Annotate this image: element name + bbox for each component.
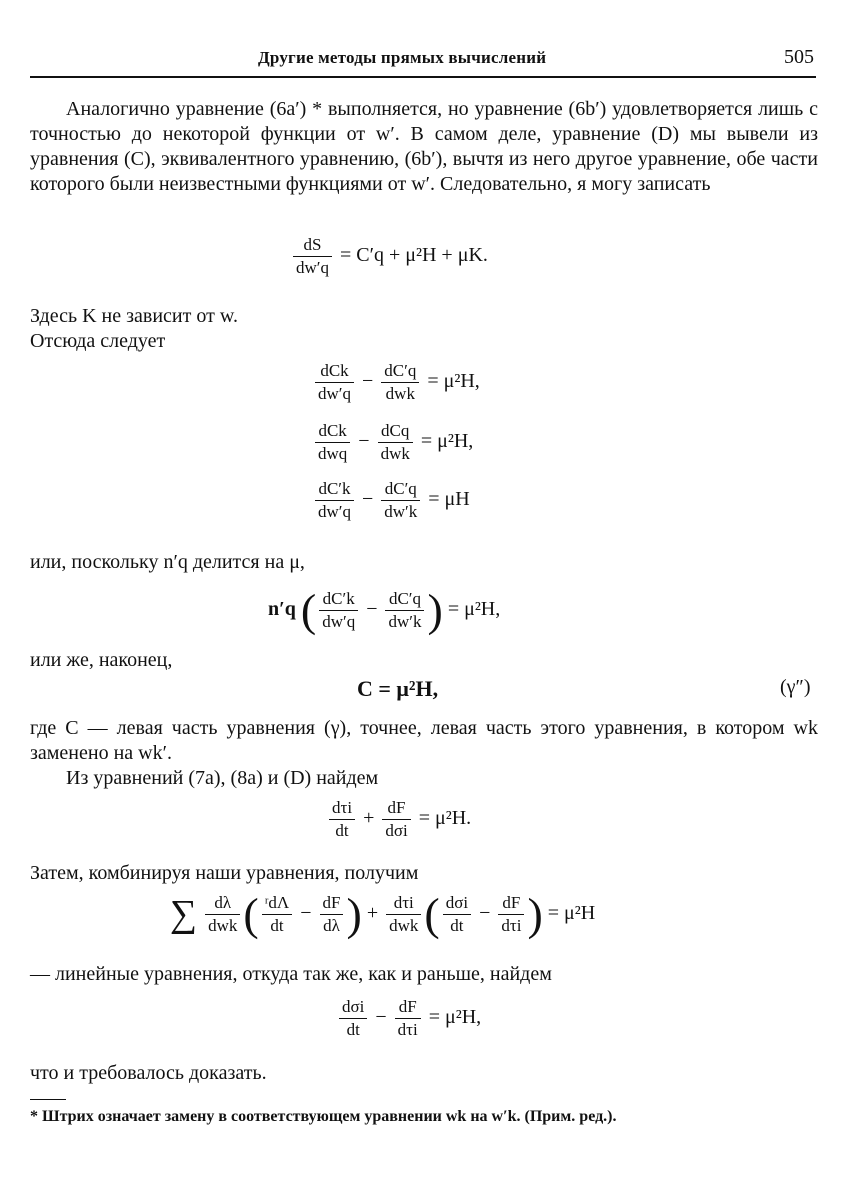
paragraph-combining: Затем, комбинируя наши уравнения, получим [30, 862, 419, 884]
equation-tau: $\frac{\text{dτi}}{dt}$ + $\frac{dF}{\text{dσi}}$ = μ²H. [326, 797, 471, 842]
equation-gamma: C = μ²H, [357, 676, 439, 701]
equation-nq: n′q ( $\frac{dC'k}{dw'q}$ − $\frac{dC'q}{dw'k}$ ) = μ²H, [268, 584, 501, 636]
page-header [30, 42, 816, 78]
equation-system-1: $\frac{\text{dCk}}{dw'q}$ − $\frac{dC'q}{\text{dwk}}$ = μ²H, [312, 360, 480, 405]
equation-sum: ∑ $\frac{d\lambda}{\text{dwk}}$ ( $\frac{\text{ʳdΛ}}{dt}$ − $\frac{dF}{d\lambda}$ ) + $\frac{\text{dτi}}{\text{dwk}}$ ( $\frac{\text{dσi}}{dt}$ − $\frac{dF}{\text{dτi}}$ ) = μ²H [170, 888, 596, 940]
paragraph-where: где C — левая часть уравнения (γ), точнее, левая часть этого уравнения, в котором wk заменено на wk′. [30, 717, 818, 764]
paragraph-finally: или же, наконец, [30, 649, 173, 671]
page-number: 505 [784, 46, 814, 68]
footnote: * Штрих означает замену в соответствующем уравнении wk на w′k. (Прим. ред.). [30, 1108, 617, 1125]
equation-system-2: $\frac{\text{dCk}}{\text{dwq}}$ − $\frac{\text{dCq}}{\text{dwk}}$ = μ²H, [312, 420, 473, 465]
footnote-divider [30, 1099, 66, 1100]
paragraph-k: Здесь K не зависит от w. [30, 305, 238, 327]
paragraph-hence: Отсюда следует [30, 330, 166, 352]
equation-ds: $\frac{dS}{dw'q}$ = C′q + μ²H + μK. [290, 234, 488, 279]
paragraph-from-equations: Из уравнений (7a), (8a) и (D) найдем [66, 767, 379, 789]
running-title: Другие методы прямых вычислений [258, 48, 547, 67]
equation-label-gamma: (γ″) [780, 676, 811, 698]
equation-system-3: $\frac{dC'k}{dw'q}$ − $\frac{dC'q}{dw'k}$ = μH [312, 478, 470, 523]
equation-sigma: $\frac{\text{dσi}}{dt}$ − $\frac{dF}{\text{dτi}}$ = μ²H, [336, 996, 481, 1041]
paragraph-qed: что и требовалось доказать. [30, 1062, 267, 1084]
paragraph-linear: — линейные уравнения, откуда так же, как и раньше, найдем [30, 963, 552, 985]
fraction: $\frac{dS}{dw'q}$ [293, 234, 332, 279]
paragraph-since: или, поскольку n′q делится на μ, [30, 551, 305, 573]
paragraph-intro: Аналогично уравнение (6a′) * выполняется, но уравнение (6b′) удовлетворяется лишь с точностью до некоторой функции от w′. В самом деле, уравнение (D) мы вывели из уравнения (C), эквивалентного уравнению, (6b′), вычтя из него другое уравнение, обе части которого были неизвестными функциями от w′. Следовательно, я могу записать [30, 98, 818, 195]
